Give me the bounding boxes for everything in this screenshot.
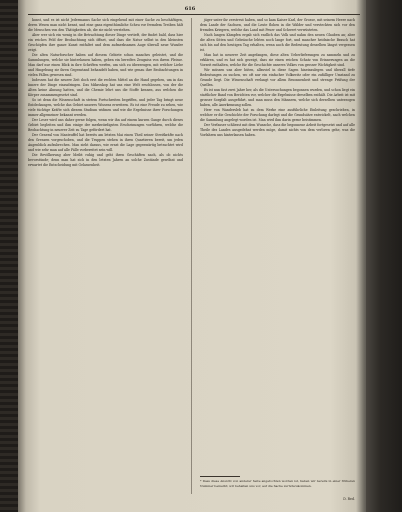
footnote: * Dass diese Ansicht von anderer Seite angefochten worden ist, haben wir bereits in einer früheren Nummer bemerkt; wir behalten uns vor, auf die Sache zurückzukommen. (200, 479, 355, 488)
text-column-left (28, 18, 183, 496)
paragraph: Nach langen Kämpfen ergab sich endlich das Volk und nahm den neuen Glauben an; aber die alten Sitten und Gebräuche lebten noch lange fort, und mancher heidnische Brauch hat sich bis auf den heutigen Tag erhalten, wenn auch die Bedeutung desselben längst vergessen ist. (200, 33, 355, 52)
paragraph: jäger unter ihr zerstreut haben, und so kam Kaiser Karl, der Grosse, mit seinem Heere nach dem Lande der Sachsen, und die Leute flohen in die Wälder und versteckten sich vor den fremden Kriegern, welche das Land mit Feuer und Schwert verwüsteten. (200, 18, 355, 32)
paragraph: Indessen hat die neuere Zeit doch erst die rechten Mittel an die Hand gegeben, um in das Innere der Dinge einzudringen. Das Mikroskop hat uns eine Welt erschlossen, von der die Alten keine Ahnung hatten, und die Chemie lehrt uns die Stoffe kennen, aus welchen die Körper zusammengesetzt sind. (28, 78, 183, 97)
paragraph: Es ist nun fast zwei Jahre her, als die Untersuchungen begonnen wurden, und schon liegt ein stattlicher Band von Berichten vor, welcher die Ergebnisse derselben enthält. Die Arbeit ist mit grosser Sorgfalt ausgeführt, und man muss den Männern, welche sich derselben unterzogen haben, alle Anerkennung zollen. (200, 88, 355, 107)
paragraph: So ist denn die Wissenschaft in stetem Fortschreiten begriffen, und jeder Tag bringt neue Entdeckungen, welche das Gebiet unseres Wissens erweitern. Es ist eine Freude zu sehen, wie viele tüchtige Kräfte sich diesem Studium widmen und wie die Ergebnisse ihrer Forschungen immer allgemeiner bekannt werden. (28, 98, 183, 117)
paragraph: Der Leser wird uns daher gerne folgen, wenn wir ihn auf einem kurzen Gange durch dieses Gebiet begleiten und ihm einige der merkwürdigsten Erscheinungen vorführen, welche die Beobachtung in neuerer Zeit zu Tage gefördert hat. (28, 118, 183, 132)
paragraph: Der Verfasser schliesst mit dem Wunsche, dass die begonnene Arbeit fortgesetzt und auf alle Theile des Landes ausgedehnt werden möge, damit nichts von dem verloren gehe, was die Vorfahren uns hinterlassen haben. (200, 123, 355, 137)
paragraph: Die Bevölkerung aber bleibt ruhig und geht ihren Geschäften nach, als ob nichts bevorstünde; denn man hat sich in den letzten Jahren an solche Zustände gewöhnt und erwartet die Entscheidung mit Gelassenheit. (28, 153, 183, 167)
header-rule (28, 14, 360, 15)
book-binding (0, 0, 18, 512)
column-divider (191, 18, 192, 494)
page-edge-shadow (366, 0, 402, 512)
paragraph: Der General von Manteuffel hat bereits am letzten Mai einen Theil seiner Streitkräfte nach den Grenzen vorgeschoben, und die Truppen stehen in ihren Quartieren bereit, um jeden Augenblick aufzubrechen. Man sieht daraus, wie ernst die Lage gegenwärtig betrachtet wird und wie sehr man auf alle Fälle vorbereitet sein will. (28, 133, 183, 152)
document-page (28, 6, 360, 506)
paragraph: Man hat in neuerer Zeit angefangen, diese alten Ueberlieferungen zu sammeln und zu erklären, und es hat sich gezeigt, dass sie einen reichen Schatz von Erinnerungen an die Vorzeit enthalten, welche für die Geschichte unseres Volkes von grosser Wichtigkeit sind. (200, 53, 355, 67)
paragraph: Wir müssen uns aber hüten, allzuviel in diese Sagen hineinzulegen und überall tiefe Bedeutungen zu suchen, wo oft nur ein einfacher Volkswitz oder ein zufälliger Umstand zu Grunde liegt. Die Wissenschaft verlangt vor allem Besonnenheit und strenge Prüfung der Quellen. (200, 68, 355, 87)
footnote-rule (200, 476, 240, 477)
paragraph: Aber wer sich ein wenig in die Betrachtung dieser Dinge vertieft, der findet bald, dass hier ein reiches Feld der Beobachtung sich öffnet, und dass die Natur selbst in den kleinsten Geschöpfen ihre ganze Kunst entfaltet und dem aufmerksamen Auge überall neue Wunder zeigt. (28, 33, 183, 52)
page-number: 616 (184, 6, 196, 12)
text-column-right (200, 18, 355, 474)
paragraph: kunst, und es ist nicht Jedermanns Sache sich eingehend mit einer Sache zu beschäftigen, deren Wesen man nicht kennt, und eine ganz eigenthümliche Scheu vor fremdem Treiben hält die Menschen von den Thätigkeiten ab, die sie nicht verstehen. (28, 18, 183, 32)
editor-signature: D. Red. (343, 497, 355, 501)
paragraph: Die alten Naturforscher haben auf diesem Gebiete schon manches geleistet, und die Sammlungen, welche sie hinterlassen haben, geben ein beredtes Zeugniss von ihrem Fleisse. Man darf nur einen Blick in ihre Schriften werfen, um sich zu überzeugen, mit welcher Liebe und Hingebung sie ihren Gegenstand behandelt haben, und wie genau ihre Beobachtungen in vielen Fällen gewesen sind. (28, 53, 183, 77)
paragraph: Herr von Wandersleb hat zu dem Werke eine ausführliche Einleitung geschrieben, in welcher er die Geschichte der Forschung darlegt und die Grundsätze entwickelt, nach welchen die Sammlung angelegt worden ist. Man wird ihm darin gerne beistimmen. (200, 108, 355, 122)
